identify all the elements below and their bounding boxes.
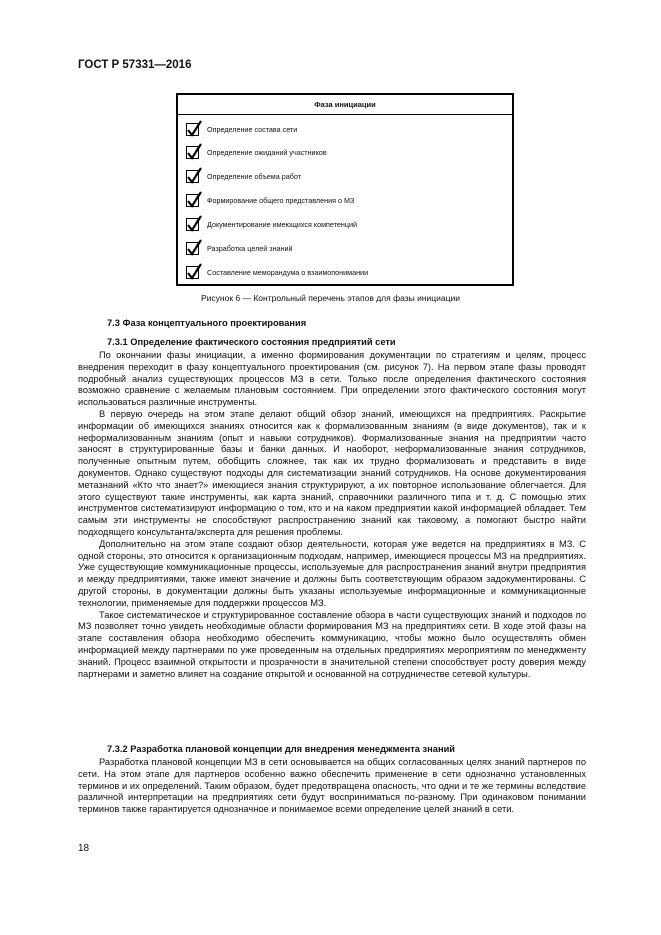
paragraph: Дополнительно на этом этапе создают обзор деятельности, которая уже ведется на предприятиях в МЗ. С одной стороны, это относится к организационным подходам, например, имеющиеся процессы МЗ на предприятиях. Уже существующие коммуникационные процессы, используемые для распространения знаний внутри предприятия и между предприятиями, также имеют значение и должны быть соответствующим образом задокументированы. С другой стороны, в документации должны быть указаны используемые информационные и коммуникационные технологии, применяемые для поддержки процессов МЗ. [78,538,586,608]
section-7-3-1-body [78,350,586,680]
checked-checkbox-icon [186,194,199,207]
checked-checkbox-icon [186,218,199,231]
checklist-item [186,120,297,138]
section-heading-7-3-2: 7.3.2 Разработка плановой концепции для внедрения менеджмента знаний [107,744,456,754]
checklist-item-label: Разработка целей знаний [207,243,293,253]
section-heading-7-3: 7.3 Фаза концептуального проектирования [107,318,307,328]
checklist-item-label: Формирование общего представления о МЗ [207,195,355,205]
checklist-item [186,263,368,281]
checked-checkbox-icon [186,242,199,255]
checklist-item [186,167,301,185]
checklist-item [186,191,354,209]
page-number: 18 [78,843,90,854]
checklist-item-label: Составление меморандума о взаимопонимании [207,267,369,277]
checklist-item-label: Документирование имеющихся компетенций [207,219,358,229]
checklist-item-label: Определение состава сети [207,124,298,134]
initiation-checklist-figure [176,93,514,286]
checked-checkbox-icon [186,266,199,279]
paragraph: По окончании фазы инициации, а именно формирования документации по стратегиям и целям, процесс внедрения переходит в фазу концептуального проектирования (см. рисунок 7). На первом этапе фазы проводят подробный анализ существующих процессов МЗ в сети. Только после определения фактического состояния возможно сравнение с желаемым плановым состоянием. При определении этого фактического состояния могут использоваться различные инструменты. [78,350,586,408]
paragraph: Разработка плановой концепции МЗ в сети основывается на общих согласованных целях знаний партнеров по сети. На этом этапе для партнеров особенно важно обеспечить применение в сети однозначно установленных терминов и их определений. Таким образом, будет предотвращена опасность, что одни и те же термины вследствие различной интерпретации на предприятиях сети будут восприниматься по-разному. При одинаковом понимании терминов также гарантируется однозначное и понимаемое всеми определение целей знаний в сети. [78,757,586,815]
figure-caption: Рисунок 6 — Контрольный перечень этапов для фазы инициации [200,293,460,303]
checked-checkbox-icon [186,123,199,136]
checklist-item [186,215,357,233]
checklist-item-label: Определение ожиданий участников [207,147,327,157]
document-header: ГОСТ Р 57331—2016 [78,59,192,71]
checklist-item-label: Определение объема работ [207,171,301,181]
section-heading-7-3-1: 7.3.1 Определение фактического состояния предприятий сети [107,337,396,347]
section-7-3-2-body [78,757,586,816]
paragraph: Такое систематическое и структурированное составление обзора в части существующих знаний и подходов по МЗ позволяет точно увидеть необходимые области формирования МЗ на предприятиях сети. В ходе этой фазы на этапе составления обзора необходимо обеспечить коммуникацию, чтобы можно было осуществлять обмен информацией между партнерами по уже проведенным на отдельных предприятиях мероприятиям по менеджменту знаний. Процесс взаимной открытости и прозрачности в значительной степени способствует росту доверия между партнерами и заметно влияет на создание открытой и основанной на сотрудничестве сетевой культуры. [78,609,586,679]
checked-checkbox-icon [186,146,199,159]
figure-title: Фаза инициации [178,95,512,115]
paragraph: В первую очередь на этом этапе делают общий обзор знаний, имеющихся на предприятиях. Раскрытие информации об имеющихся знаниях относится как к формализованным знаниям (в виде документов), так и к неформализованным знаниям (опыт и навыки сотрудников). Формализованные знания на предприятии часто заносят в структурированные базы и банки данных. И наоборот, неформализованные знания сотрудников, полученные опытным путем, обобщить сложнее, так как их трудно формализовать и представить в виде документов. Однако существуют подходы для систематизации знаний сотрудников. На основе документирования метазнаний «Кто что знает?» имеющиеся знания структурируют, а их повторное использование облегчается. Для этого существуют такие инструменты, как карта знаний, справочники различного типа и т. д. С помощью этих инструментов систематизируют информацию о том, кто и на каком предприятии какой информацией обладает. Тем самым эти инструменты не способствуют распространению знаний как таковому, а помогают быстро найти подходящего консультанта/эксперта для решения проблемы. [78,408,586,537]
checklist-item [186,143,327,161]
checklist-item [186,239,293,257]
checked-checkbox-icon [186,170,199,183]
